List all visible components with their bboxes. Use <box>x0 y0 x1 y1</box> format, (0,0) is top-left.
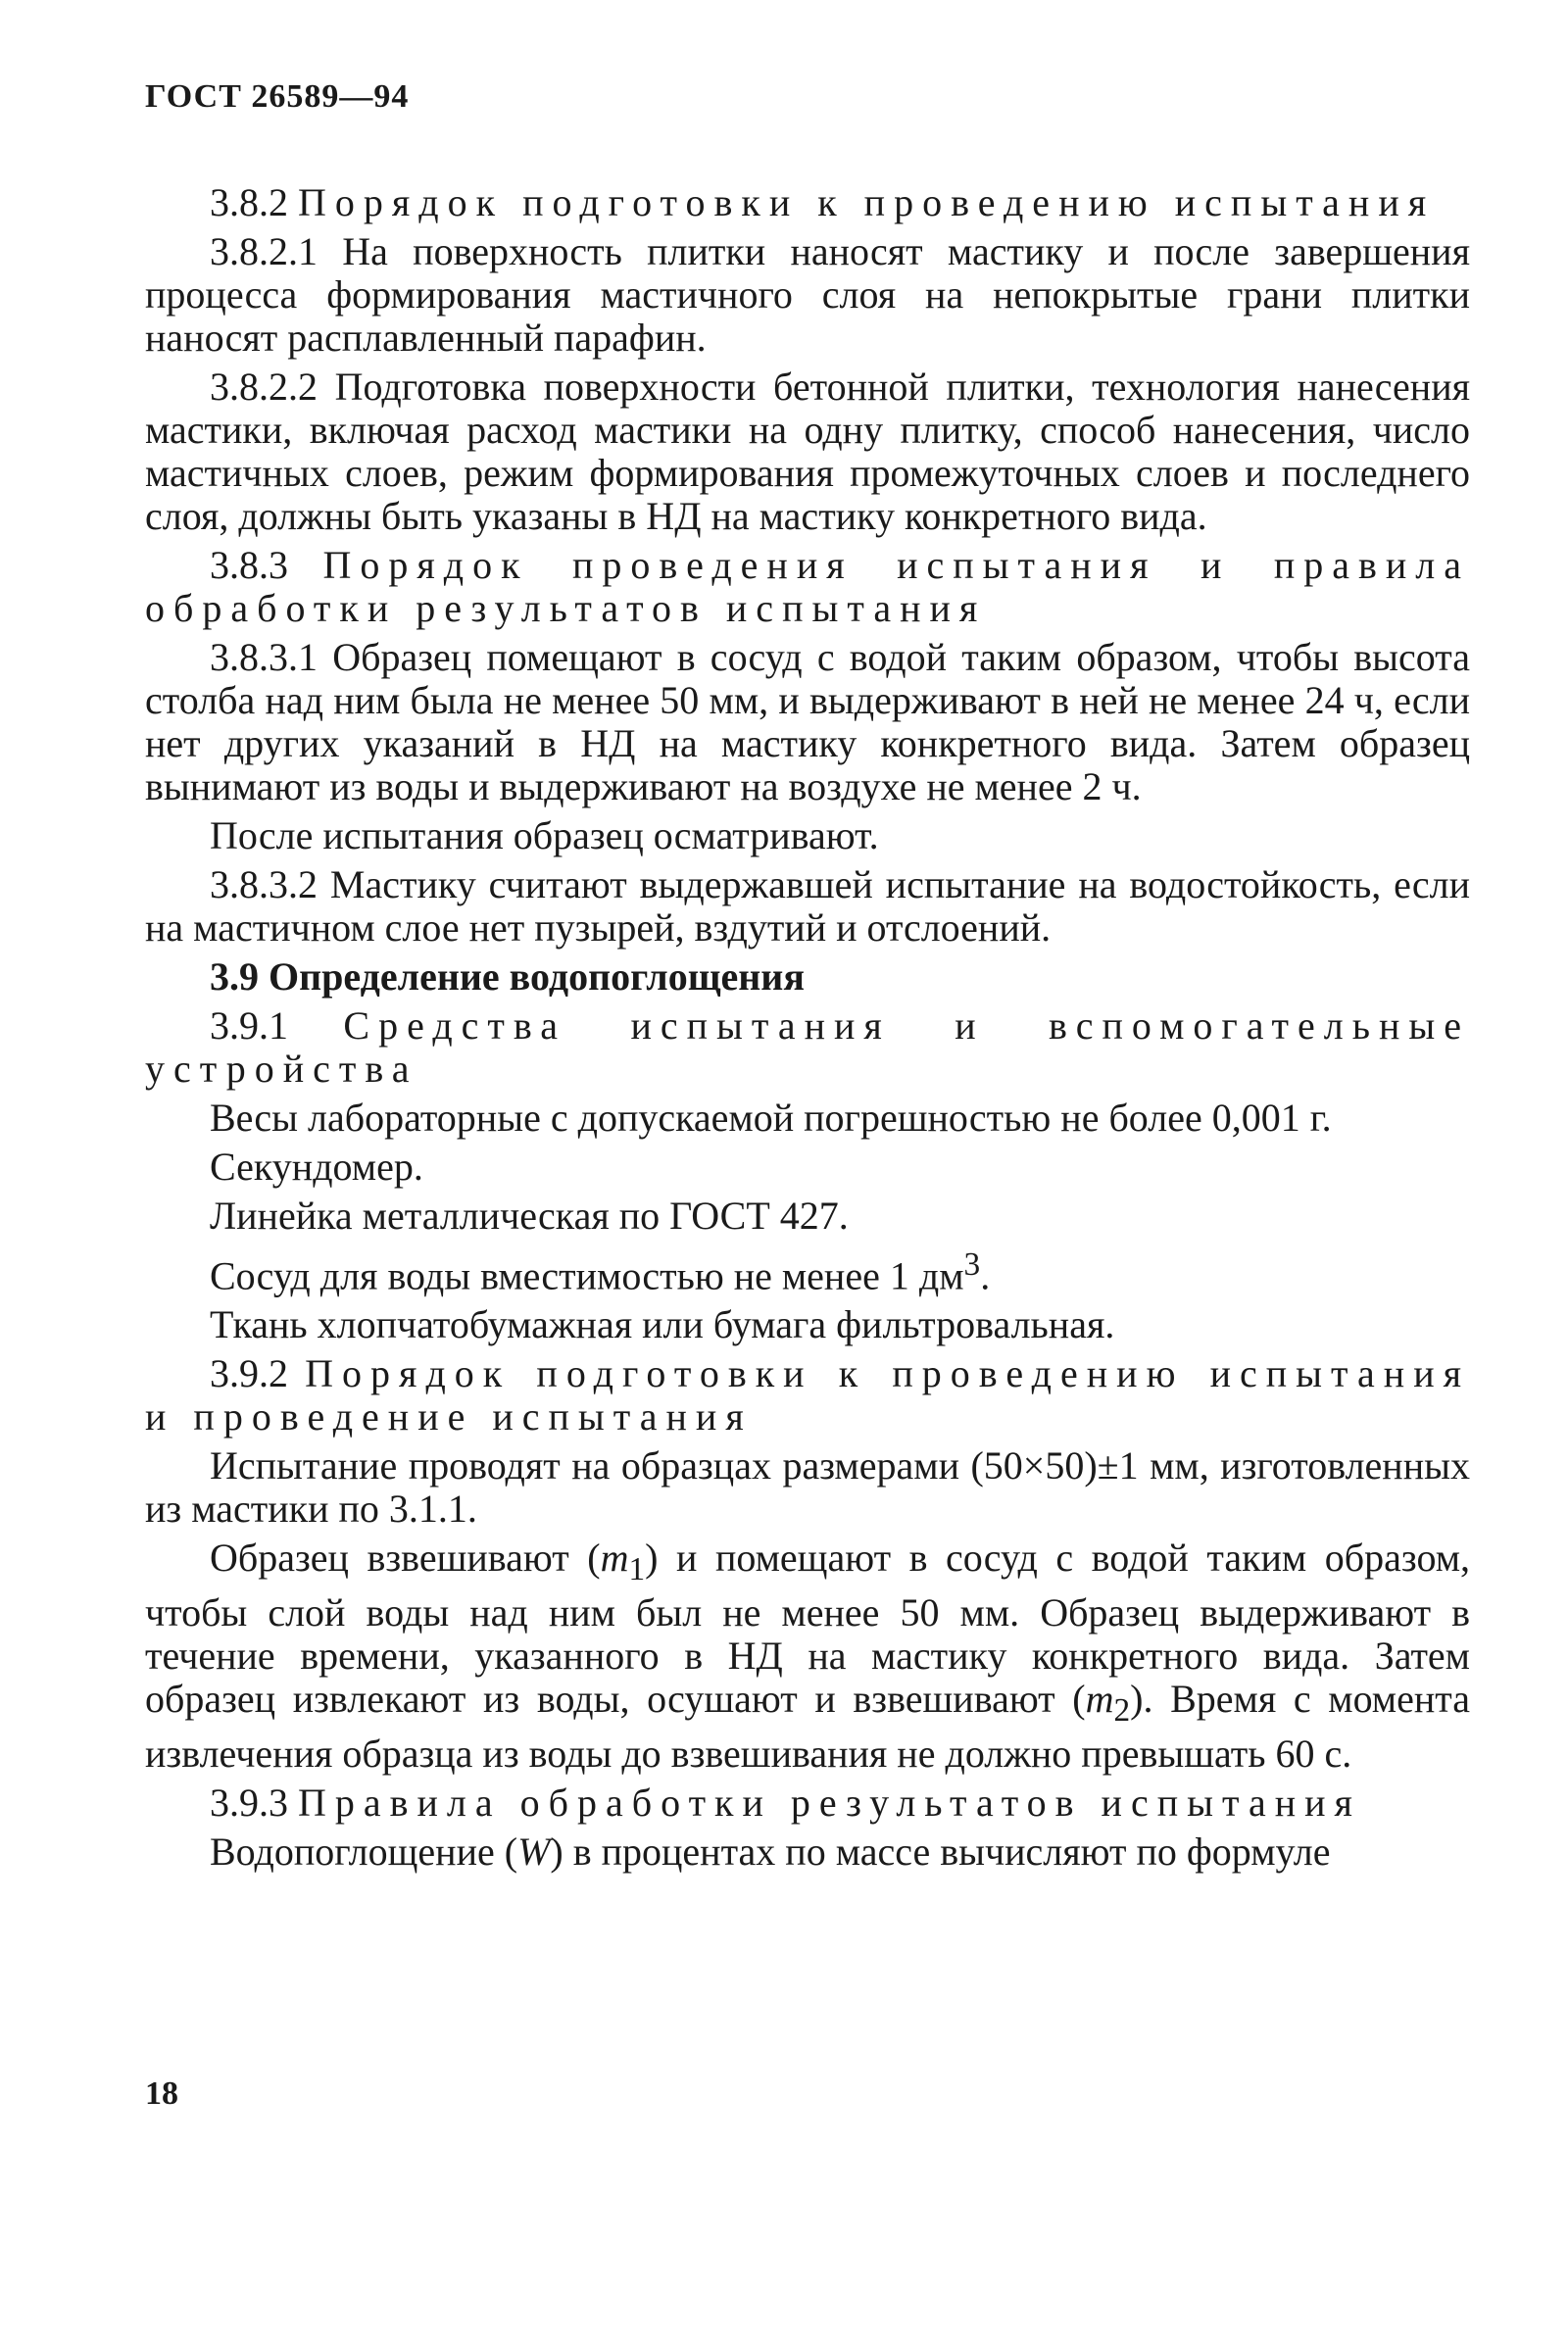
paragraph <box>145 1830 1470 1874</box>
math-var: m <box>600 1536 629 1581</box>
paragraph <box>145 1537 1470 1776</box>
section-number: 3.8.2 <box>210 180 288 224</box>
section-heading-3-9: 3.9 Определение водопоглощения <box>210 954 805 999</box>
paragraph: 3.8.2.1 На поверхность плитки наносят мастику и после завершения процесса формирования мастичного слоя на непокрытые грани плитки наносят расплавленный парафин. <box>145 229 1470 360</box>
text-part: ) и помещают в сосуд с водой таким образом, чтобы слой воды над ним был не менее 50 мм. Образец выдерживают в течение времени, указанного в НД на мастику конкретного вида. Затем образец извлекают из воды, осушают и взвешивают ( <box>145 1536 1470 1722</box>
list-item <box>145 1244 1470 1297</box>
list-item: Линейка металлическая по ГОСТ 427. <box>210 1194 849 1238</box>
section-title: Порядок проведения испытания и правила обработки результатов испытания <box>145 543 1471 630</box>
section-number: 3.9.2 <box>210 1351 288 1396</box>
paragraph: Испытание проводят на образцах размерами (50×50)±1 мм, изготовленных из мастики по 3.1.1. <box>145 1443 1470 1532</box>
section-title: Правила обработки результатов испытания <box>298 1781 1361 1826</box>
section-heading-3-9-1 <box>145 1004 1470 1091</box>
math-var: W <box>517 1830 551 1875</box>
list-item: Секундомер. <box>210 1145 423 1189</box>
paragraph: 3.8.3.1 Образец помещают в сосуд с водой таким образом, чтобы высота столба над ним была не менее 50 мм, и выдерживают в ней не менее 24 ч, если нет других указаний в НД на мастику конкретного вида. Затем образец вынимают из воды и выдерживают на воздухе не менее 2 ч. <box>145 635 1470 808</box>
paragraph: 3.8.2.2 Подготовка поверхности бетонной плитки, технология нанесения мастики, включая расход мастики на одну плитку, способ нанесения, число мастичных слоев, режим формирования промежуточных слоев и последнего слоя, должны быть указаны в НД на мастику конкретного вида. <box>145 365 1470 538</box>
text-part: ) в процентах по массе вычисляют по формуле <box>550 1830 1331 1875</box>
item-end: . <box>980 1253 991 1298</box>
section-heading-3-9-3 <box>145 1781 1470 1825</box>
section-number: 3.8.3 <box>210 543 288 587</box>
section-heading-3-8-3 <box>145 544 1470 630</box>
document-body <box>145 181 1470 1879</box>
subscript: 2 <box>1113 1692 1131 1730</box>
section-number: 3.9.1 <box>210 1003 288 1048</box>
text-part: Образец взвешивают ( <box>210 1536 601 1581</box>
math-var: m <box>1085 1677 1114 1722</box>
paragraph: После испытания образец осматривают. <box>210 813 879 857</box>
section-title: Порядок подготовки к проведению испытания <box>298 180 1436 224</box>
page-number: 18 <box>145 2075 178 2112</box>
text-part: Водопоглощение ( <box>210 1830 518 1875</box>
section-title: Средства испытания и вспомогательные устройства <box>145 1003 1470 1091</box>
section-title: Порядок подготовки к проведению испытания и проведение испытания <box>145 1351 1470 1439</box>
page-header: ГОСТ 26589—94 <box>145 78 410 115</box>
superscript: 3 <box>963 1246 981 1283</box>
list-item: Весы лабораторные с допускаемой погрешностью не более 0,001 г. <box>210 1096 1332 1140</box>
subscript: 1 <box>628 1551 646 1588</box>
text-part: ). Время с момента извлечения образца из воды до взвешивания не должно превышать 60 с. <box>145 1677 1471 1777</box>
section-number: 3.9.3 <box>210 1781 288 1826</box>
item-text: Сосуд для воды вместимостью не менее 1 дм <box>210 1253 964 1298</box>
section-heading-3-8-2 <box>145 181 1470 224</box>
list-item: Ткань хлопчатобумажная или бумага фильтровальная. <box>210 1302 1115 1347</box>
section-heading-3-9-2 <box>145 1352 1470 1439</box>
paragraph: 3.8.3.2 Мастику считают выдержавшей испытание на водостойкость, если на мастичном слое нет пузырей, вздутий и отслоений. <box>145 862 1470 950</box>
